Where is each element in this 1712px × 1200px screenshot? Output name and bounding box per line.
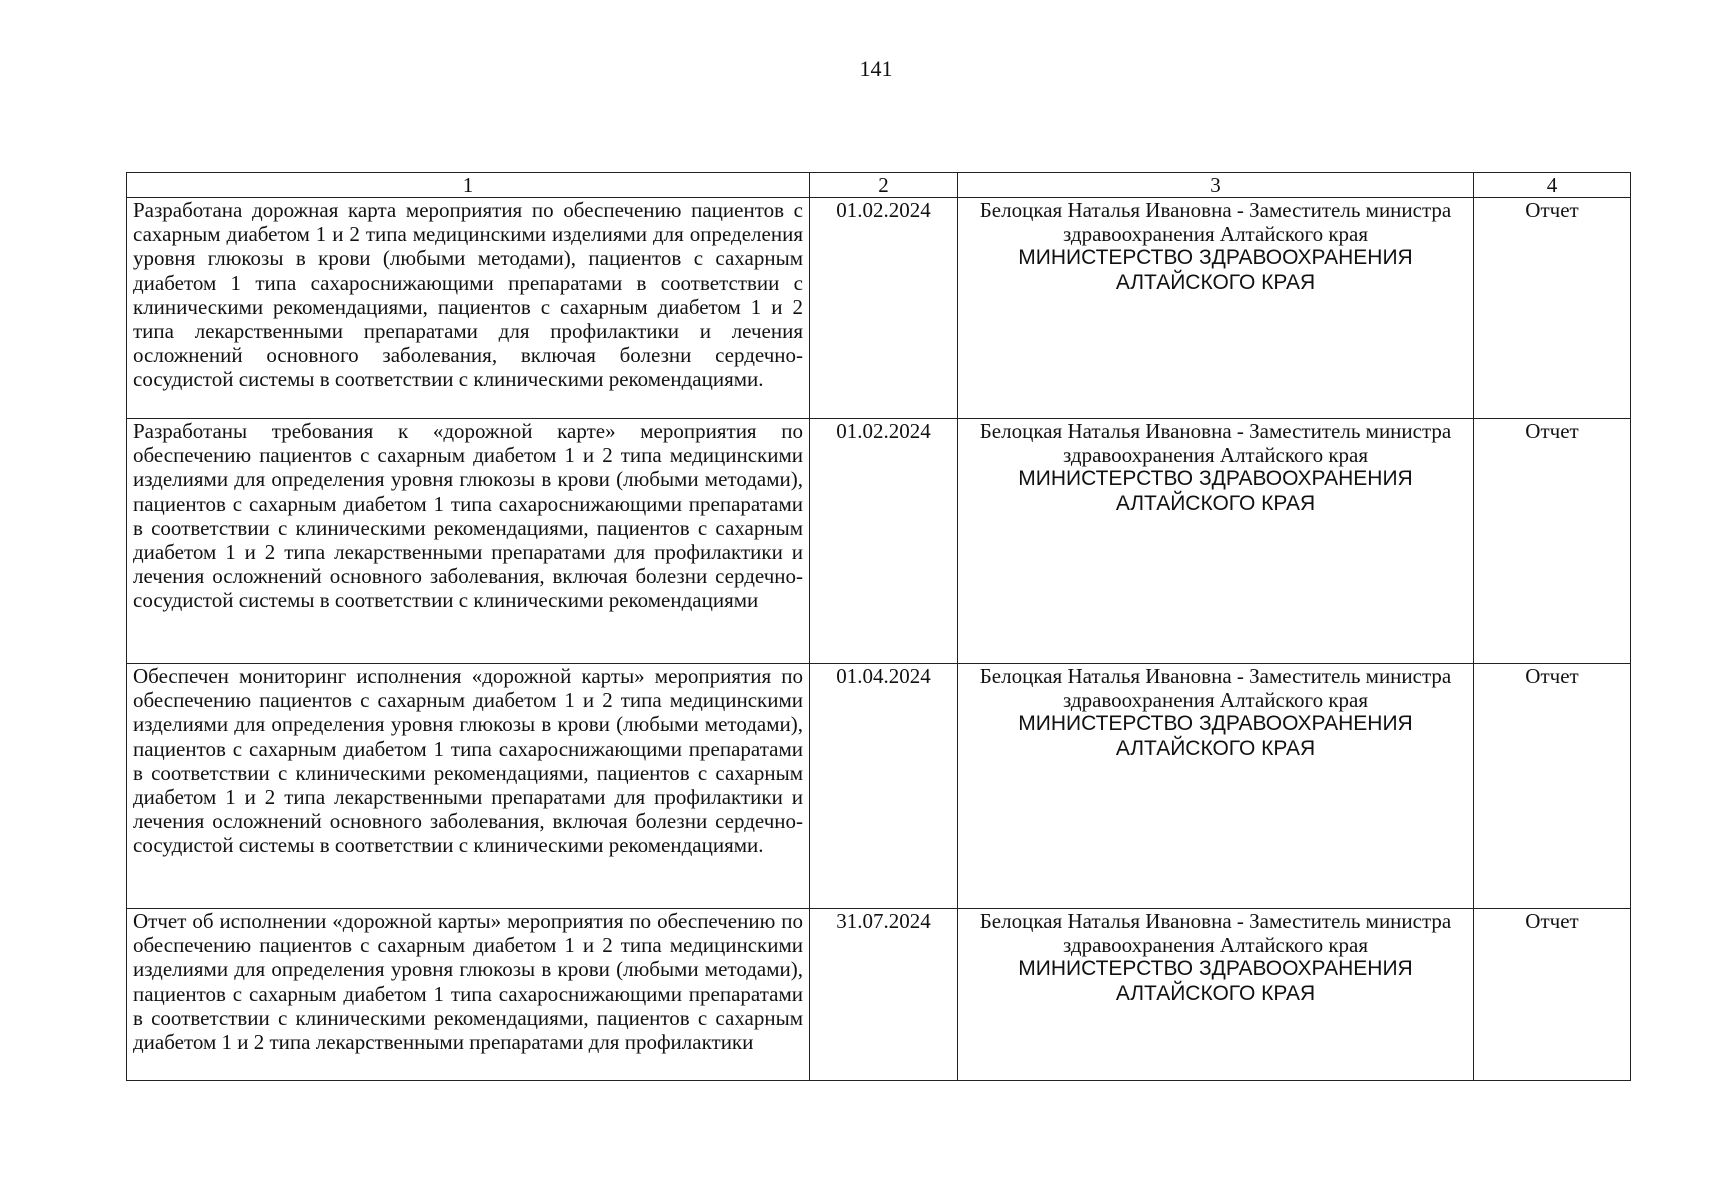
table-row: [127, 664, 1631, 909]
responsible-organization: МИНИСТЕРСТВО ЗДРАВООХРАНЕНИЯ АЛТАЙСКОГО КРАЯ: [1018, 712, 1413, 760]
activity-description: Разработана дорожная карта мероприятия по обеспечению пациентов с сахарным диабетом 1 и 2 типа медицинскими изделиями для определения уровня глюкозы в крови (любыми методами), пациентов с сахарным диабетом 1 типа сахароснижающими препаратами в соответствии с клиническими рекомендациями, пациентов с сахарным диабетом 1 и 2 типа лекарственными препаратами для профилактики и лечения осложнений основного заболевания, включая болезни сердечно-сосудистой системы в соответствии с клиническими рекомендациями.: [127, 198, 810, 419]
activities-table: [126, 172, 1631, 1081]
responsible-person: Белоцкая Наталья Ивановна - Заместитель министра здравоохранения Алтайского края: [979, 909, 1452, 958]
report-form: Отчет: [1474, 664, 1631, 909]
header-row: [127, 173, 1631, 198]
column-header-4: 4: [1474, 173, 1631, 198]
responsible-cell: [958, 909, 1474, 1081]
table-row: [127, 909, 1631, 1081]
responsible-person: Белоцкая Наталья Ивановна - Заместитель министра здравоохранения Алтайского края: [979, 664, 1452, 713]
deadline-date: 01.02.2024: [810, 198, 958, 419]
responsible-cell: [958, 664, 1474, 909]
report-form: Отчет: [1474, 909, 1631, 1081]
responsible-organization: МИНИСТЕРСТВО ЗДРАВООХРАНЕНИЯ АЛТАЙСКОГО КРАЯ: [1018, 246, 1413, 294]
column-header-2: 2: [810, 173, 958, 198]
responsible-person: Белоцкая Наталья Ивановна - Заместитель министра здравоохранения Алтайского края: [979, 419, 1452, 468]
deadline-date: 01.02.2024: [810, 419, 958, 664]
table-body: [127, 198, 1631, 1081]
table-row: [127, 419, 1631, 664]
page-number: 141: [859, 56, 893, 81]
activity-description: Обеспечен мониторинг исполнения «дорожной карты» мероприятия по обеспечению пациентов с сахарным диабетом 1 и 2 типа медицинскими изделиями для определения уровня глюкозы в крови (любыми методами), пациентов с сахарным диабетом 1 типа сахароснижающими препаратами в соответствии с клиническими рекомендациями, пациентов с сахарным диабетом 1 и 2 типа лекарственными препаратами для профилактики и лечения осложнений основного заболевания, включая болезни сердечно-сосудистой системы в соответствии с клиническими рекомендациями.: [127, 664, 810, 909]
responsible-person: Белоцкая Наталья Ивановна - Заместитель министра здравоохранения Алтайского края: [979, 198, 1452, 247]
report-form: Отчет: [1474, 198, 1631, 419]
table-header: [127, 173, 1631, 198]
activity-description: Отчет об исполнении «дорожной карты» мероприятия по обеспечению по обеспечению пациентов с сахарным диабетом 1 и 2 типа медицинскими изделиями для определения уровня глюкозы в крови (любыми методами), пациентов с сахарным диабетом 1 типа сахароснижающими препаратами в соответствии с клиническими рекомендациями, пациентов с сахарным диабетом 1 и 2 типа лекарственными препаратами для профилактики: [127, 909, 810, 1081]
table-row: [127, 198, 1631, 419]
column-header-1: 1: [127, 173, 810, 198]
responsible-cell: [958, 198, 1474, 419]
activity-description: Разработаны требования к «дорожной карте» мероприятия по обеспечению пациентов с сахарным диабетом 1 и 2 типа медицинскими изделиями для определения уровня глюкозы в крови (любыми методами), пациентов с сахарным диабетом 1 типа сахароснижающими препаратами в соответствии с клиническими рекомендациями, пациентов с сахарным диабетом 1 и 2 типа лекарственными препаратами для профилактики и лечения осложнений основного заболевания, включая болезни сердечно-сосудистой системы в соответствии с клиническими рекомендациями: [127, 419, 810, 664]
report-form: Отчет: [1474, 419, 1631, 664]
responsible-organization: МИНИСТЕРСТВО ЗДРАВООХРАНЕНИЯ АЛТАЙСКОГО КРАЯ: [1018, 957, 1413, 1005]
column-header-3: 3: [958, 173, 1474, 198]
responsible-cell: [958, 419, 1474, 664]
deadline-date: 01.04.2024: [810, 664, 958, 909]
deadline-date: 31.07.2024: [810, 909, 958, 1081]
responsible-organization: МИНИСТЕРСТВО ЗДРАВООХРАНЕНИЯ АЛТАЙСКОГО КРАЯ: [1018, 467, 1413, 515]
